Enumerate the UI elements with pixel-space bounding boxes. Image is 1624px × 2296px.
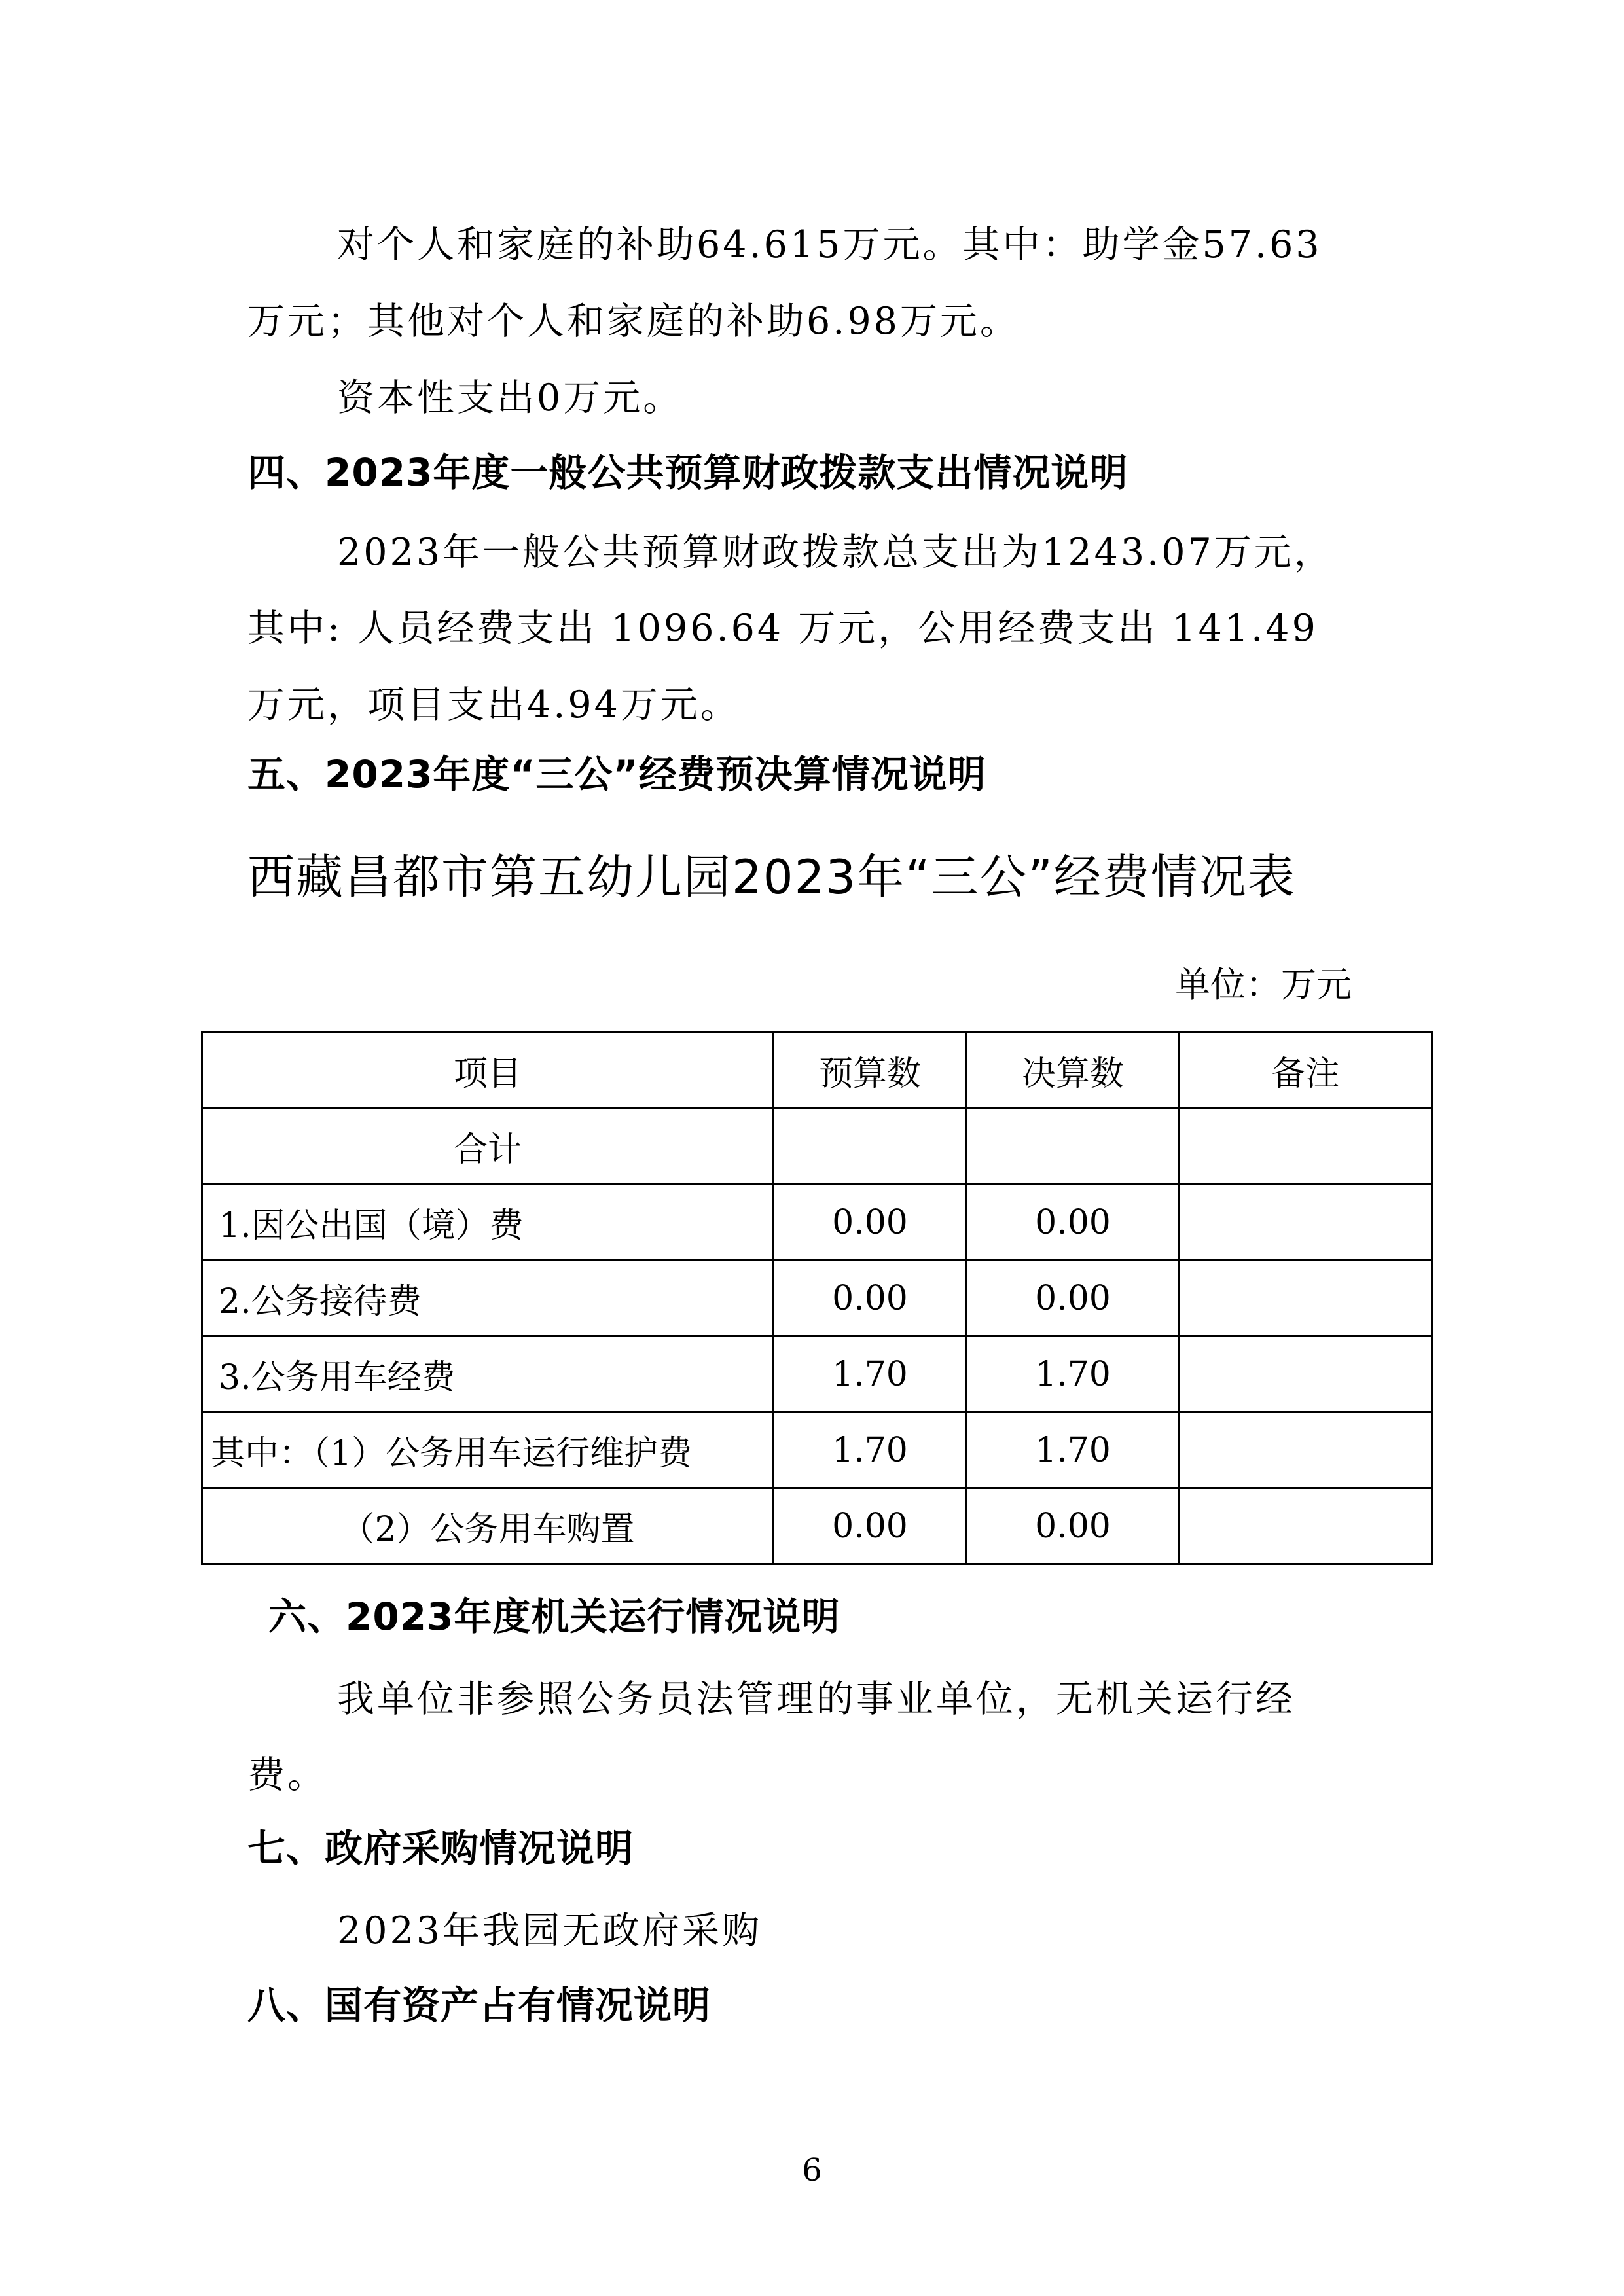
row-final: [967, 1109, 1180, 1185]
row-item: （2）公务用车购置: [202, 1488, 774, 1564]
section-heading-6: 六、2023年度机关运行情况说明: [268, 1594, 840, 1639]
section-heading-7: 七、政府采购情况说明: [247, 1826, 634, 1871]
header-note: 备注: [1180, 1033, 1432, 1109]
row-note: [1180, 1336, 1432, 1412]
header-final: 决算数: [967, 1033, 1180, 1109]
row-note: [1180, 1185, 1432, 1261]
row-item: 3.公务用车经费: [202, 1336, 774, 1412]
row-final: 0.00: [967, 1185, 1180, 1261]
table-row: [202, 1109, 1432, 1185]
table-header-row: [202, 1033, 1432, 1109]
unit-label: 单位：万元: [1175, 964, 1352, 1005]
row-note: [1180, 1412, 1432, 1488]
table-title: 西藏昌都市第五幼儿园2023年“三公”经费情况表: [247, 850, 1296, 905]
row-note: [1180, 1488, 1432, 1564]
row-item: 1.因公出国（境）费: [202, 1185, 774, 1261]
three-public-expenses-table: [201, 1031, 1433, 1565]
table-row: [202, 1412, 1432, 1488]
row-final: 0.00: [967, 1488, 1180, 1564]
table-row: [202, 1261, 1432, 1336]
table-row: [202, 1488, 1432, 1564]
row-item: 2.公务接待费: [202, 1261, 774, 1336]
row-budget: 0.00: [774, 1261, 967, 1336]
page-number: 6: [802, 2152, 822, 2189]
paragraph-line: 万元；其他对个人和家庭的补助6.98万元。: [247, 300, 1020, 343]
paragraph-line: 资本性支出0万元。: [337, 376, 683, 420]
paragraph-line: 2023年我园无政府采购: [337, 1909, 763, 1952]
section-heading-5: 五、2023年度“三公”经费预决算情况说明: [247, 752, 986, 797]
row-final: 1.70: [967, 1412, 1180, 1488]
paragraph-line: 对个人和家庭的补助64.615万元。其中：助学金57.63: [337, 223, 1322, 266]
row-item: 合计: [202, 1109, 774, 1185]
header-item: 项目: [202, 1033, 774, 1109]
table-row: [202, 1185, 1432, 1261]
row-budget: 0.00: [774, 1185, 967, 1261]
header-budget: 预算数: [774, 1033, 967, 1109]
row-budget: 0.00: [774, 1488, 967, 1564]
section-heading-8: 八、国有资产占有情况说明: [247, 1983, 712, 2028]
row-item: 其中：（1）公务用车运行维护费: [202, 1412, 774, 1488]
row-note: [1180, 1109, 1432, 1185]
table-row: [202, 1336, 1432, 1412]
row-budget: 1.70: [774, 1412, 967, 1488]
row-final: 0.00: [967, 1261, 1180, 1336]
paragraph-line: 我单位非参照公务员法管理的事业单位，无机关运行经: [337, 1677, 1295, 1721]
row-final: 1.70: [967, 1336, 1180, 1412]
paragraph-line: 2023年一般公共预算财政拨款总支出为1243.07万元，: [337, 531, 1334, 574]
paragraph-line: 万元，项目支出4.94万元。: [247, 683, 740, 726]
section-heading-4: 四、2023年度一般公共预算财政拨款支出情况说明: [247, 450, 1128, 495]
row-note: [1180, 1261, 1432, 1336]
row-budget: 1.70: [774, 1336, 967, 1412]
paragraph-line: 其中: 人员经费支出 1096.64 万元，公用经费支出 141.49: [247, 607, 1318, 650]
row-budget: [774, 1109, 967, 1185]
paragraph-line: 费。: [247, 1753, 327, 1797]
